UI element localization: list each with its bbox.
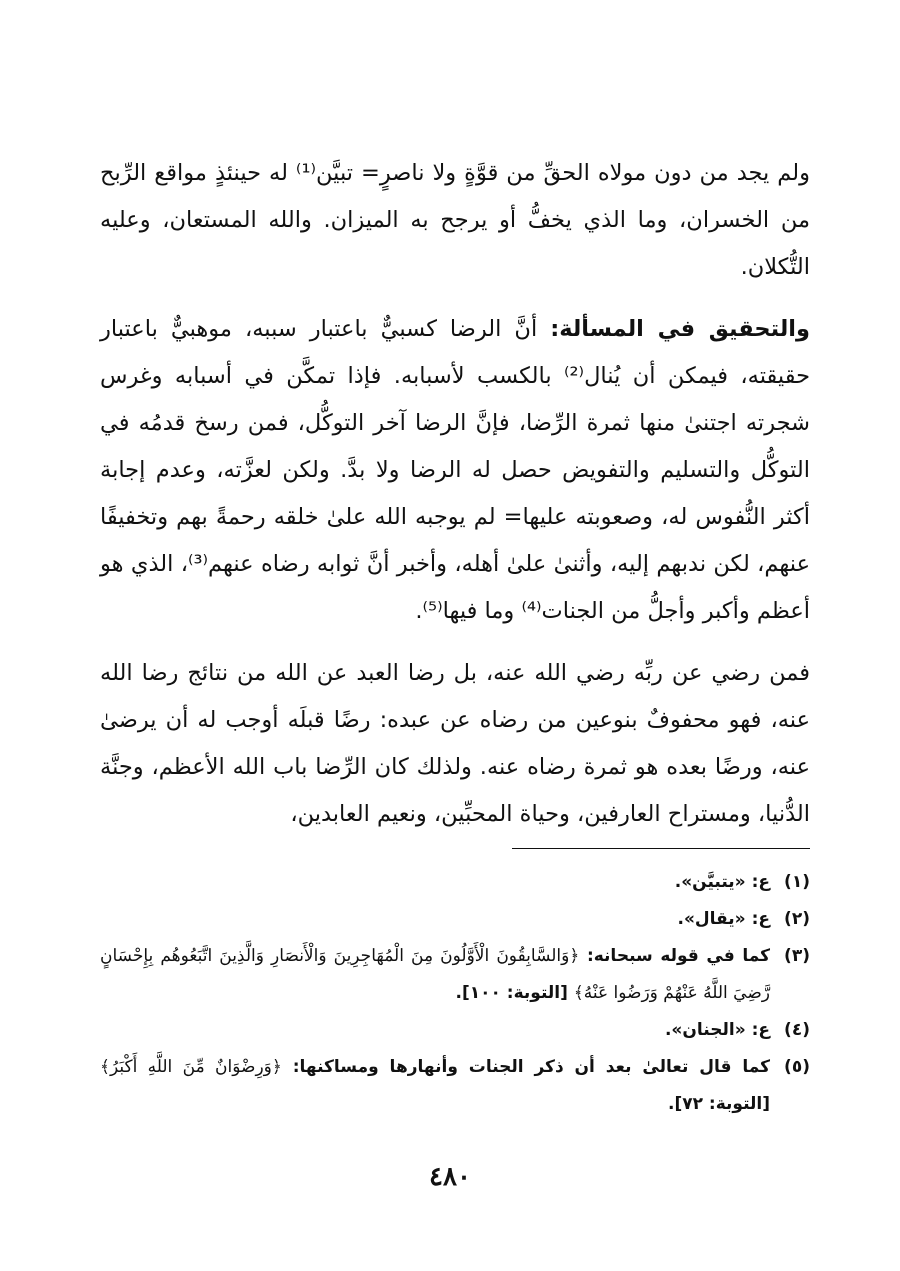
paragraph-2-lead: والتحقيق في المسألة: [550,316,810,342]
footnote-text: ع: «يقال». [677,909,770,929]
paragraph-2-text: أنَّ الرضا كسبيٌّ باعتبار سببه، موهبيٌّ باعتبار حقيقته، فيمكن أن يُنال⁽²⁾ بالكسب لأسبابه. فإذا تمكَّن في أسبابه وغرس شجرته اجتنىٰ منها ثمرة الرِّضا، فإنَّ الرضا آخر التوكُّل، فمن رسخ قدمُه في التوكُّل والتسليم والتفويض حصل له الرضا ولا بدَّ. ولكن لعزَّته، وعدم إجابة أكثر النُّفوس له، وصعوبته عليها= لم يوجبه الله علىٰ خلقه رحمةً بهم وتخفيفًا عنهم، لكن ندبهم إليه، وأثنىٰ علىٰ أهله، وأخبر أنَّ ثوابه رضاه عنهم⁽³⁾، الذي هو أعظم وأكبر وأجلُّ من الجنات⁽⁴⁾ وما فيها⁽⁵⁾. [100,316,810,624]
paragraph-3: فمن رضي عن ربِّه رضي الله عنه، بل رضا العبد عن الله من نتائج رضا الله عنه، فهو محفوفٌ بنوعين من رضاه عن عبده: رضًا قبلَه أوجب له أن يرضىٰ عنه، ورضًا بعده هو ثمرة رضاه عنه. ولذلك كان الرِّضا باب الله الأعظم، وجنَّة الدُّنيا، ومستراح العارفين، وحياة المحبِّين، ونعيم العابدين، [100,660,810,827]
footnote-prefix: كما في قوله سبحانه: [579,946,771,966]
paragraph-2 [100,306,810,635]
footnote-number: (٥) [784,1057,810,1077]
footnote-1 [100,864,810,901]
page-number: ٤٨٠ [429,1162,471,1192]
footnote-number: (٤) [784,1020,810,1040]
footnote-prefix: كما قال تعالىٰ بعد أن ذكر الجنات وأنهارها ومساكنها: [281,1057,770,1077]
paragraph-1: ولم يجد من دون مولاه الحقِّ من قوَّةٍ ولا ناصرٍ= تبيَّن⁽¹⁾ له حينئذٍ مواقع الرِّبح من الخسران، وما الذي يخفُّ أو يرجح به الميزان. والله المستعان، وعليه التُّكلان. [100,160,811,280]
footnote-5 [100,1049,810,1123]
footnote-2 [100,901,810,938]
footnote-number: (٣) [784,946,810,966]
quran-verse: ﴿وَالسَّابِقُونَ الْأَوَّلُونَ مِنَ الْمُهَاجِرِينَ وَالْأَنصَارِ وَالَّذِينَ اتَّبَعُوهُم بِإِحْسَانٍ رَّضِيَ اللَّهُ عَنْهُمْ وَرَضُوا عَنْهُ﴾ [100,946,770,1003]
footnote-text: ع: «يتبيَّن». [674,872,770,892]
footnotes [100,864,810,1123]
footnote-number: (١) [784,872,810,892]
footnote-4 [100,1012,810,1049]
footnote-text: ع: «الجنان». [664,1020,770,1040]
footnote-reference: [التوبة: ١٠٠]. [455,983,574,1003]
footnote-3 [100,938,810,1012]
quran-verse: ﴿وَرِضْوَانٌ مِّنَ اللَّهِ أَكْبَرُ﴾ [100,1057,282,1077]
footnote-number: (٢) [784,909,810,929]
main-text [100,150,810,853]
footnote-text [100,938,770,1012]
footnote-reference: [التوبة: ٧٢]. [668,1094,770,1114]
footnote-text [100,1049,770,1123]
footnote-separator [512,848,810,849]
